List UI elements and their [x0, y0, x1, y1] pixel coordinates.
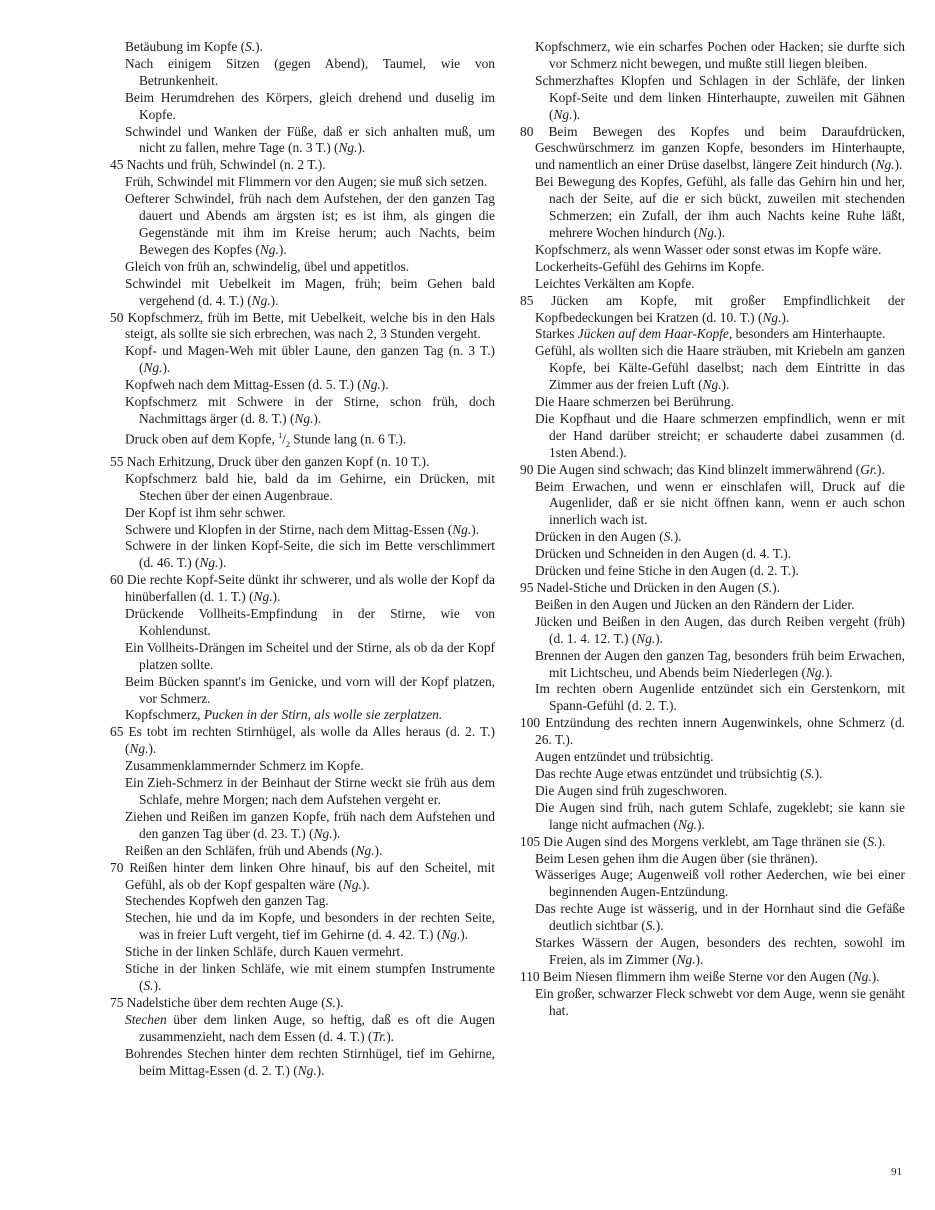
symptom-entry: Beim Herumdrehen des Körpers, gleich drehend und duselig im Kopfe.: [125, 89, 495, 122]
symptom-entry: 60 Die rechte Kopf-Seite dünkt ihr schwerer, und als wolle der Kopf da hinüberfallen (d. 1. T.) (Ng.).: [110, 572, 495, 605]
symptom-entry: Schwere und Klopfen in der Stirne, nach dem Mittag-Essen (Ng.).: [125, 521, 480, 537]
symptom-entry: Das rechte Auge ist wässerig, und in der Hornhaut sind die Gefäße deutlich sichtbar (S.).: [535, 901, 905, 934]
symptom-entry: Bei Bewegung des Kopfes, Gefühl, als falle das Gehirn hin und her, nach der Seite, auf die er sich bückt, zuweilen mit stechenden Schmerzen; ein Zufall, der ihm auch Nachts keine Ruhe läßt, mehrere Wochen hindurch (Ng.).: [535, 174, 905, 240]
symptom-entry: 75 Nadelstiche über dem rechten Auge (S.).: [110, 994, 344, 1010]
symptom-entry: Starkes Jücken auf dem Haar-Kopfe, besonders am Hinterhaupte.: [535, 326, 886, 342]
symptom-entry: Die Kopfhaut und die Haare schmerzen empfindlich, wenn er mit der Hand darüber streicht; er schauderte dabei zusammen (d. 1sten Abend.).: [535, 410, 905, 460]
symptom-entry: 70 Reißen hinter dem linken Ohre hinauf, bis auf den Scheitel, mit Gefühl, als ob der Kopf gespalten wäre (Ng.).: [110, 859, 495, 892]
symptom-entry: Kopfweh nach dem Mittag-Essen (d. 5. T.) (Ng.).: [125, 377, 389, 393]
symptom-entry: Leichtes Verkälten am Kopfe.: [535, 275, 695, 291]
symptom-entry: Beim Bücken spannt's im Genicke, und vorn will der Kopf platzen, vor Schmerz.: [125, 673, 495, 706]
symptom-entry: Nach einigem Sitzen (gegen Abend), Taumel, wie von Betrunkenheit.: [125, 55, 495, 88]
symptom-entry: Drücken und feine Stiche in den Augen (d. 2. T.).: [535, 563, 799, 579]
symptom-entry: Gefühl, als wollten sich die Haare sträuben, mit Kriebeln am ganzen Kopfe, bei Kälte-Gefühl daselbst; nach dem Eintritte in das Zimmer aus der freien Luft (Ng.).: [535, 343, 905, 393]
symptom-entry: 55 Nach Erhitzung, Druck über den ganzen Kopf (n. 10 T.).: [110, 453, 430, 469]
symptom-entry: 45 Nachts und früh, Schwindel (n. 2 T.).: [110, 157, 326, 173]
symptom-entry: Kopfschmerz, Pucken in der Stirn, als wolle sie zerplatzen.: [125, 707, 443, 723]
symptom-entry: Kopfschmerz, wie ein scharfes Pochen oder Hacken; sie durfte sich vor Schmerz nicht bewegen, und mußte still liegen bleiben.: [535, 39, 905, 71]
symptom-entry: Früh, Schwindel mit Flimmern vor den Augen; sie muß sich setzen.: [125, 174, 488, 190]
symptom-entry: Wässeriges Auge; Augenweiß voll rother Aederchen, wie bei einer beginnenden Augen-Entzündung.: [535, 867, 905, 900]
symptom-entry: Kopfschmerz mit Schwere in der Stirne, schon früh, doch Nachmittags ärger (d. 8. T.) (Ng.).: [125, 394, 495, 426]
symptom-entry: Stechen über dem linken Auge, so heftig, daß es oft die Augen zusammenzieht, nach dem Essen (d. 4. T.) (Tr.).: [125, 1011, 495, 1044]
symptom-entry: 50 Kopfschmerz, früh im Bette, mit Uebelkeit, welche bis in den Hals steigt, als sollte sie sich erbrechen, was nach 2, 3 Stunden vergeht.: [110, 309, 495, 342]
symptom-entry: 80 Beim Bewegen des Kopfes und beim Daraufdrücken, Geschwürschmerz im ganzen Kopfe, besonders im Hinterhaupte, und namentlich an einer Drüse daselbst, längere Zeit hindurch (Ng.).: [520, 123, 905, 173]
symptom-entry: Die Augen sind früh zugeschworen.: [535, 782, 728, 798]
symptom-entry: Die Haare schmerzen bei Berührung.: [535, 394, 734, 410]
symptom-entry: Zusammenklammernder Schmerz im Kopfe.: [125, 758, 364, 774]
right-text-column: [520, 39, 905, 1020]
symptom-entry: Beim Erwachen, und wenn er einschlafen will, Druck auf die Augenlider, daß er sie nicht öffnen kann, wenn er auch schon innerlich wach ist.: [535, 478, 905, 528]
symptom-entry: Kopfschmerz, als wenn Wasser oder sonst etwas im Kopfe wäre.: [535, 241, 882, 257]
symptom-entry: Bohrendes Stechen hinter dem rechten Stirnhügel, tief im Gehirne, beim Mittag-Essen (d. 2. T.) (Ng.).: [125, 1045, 495, 1078]
symptom-entry: Drücken und Schneiden in den Augen (d. 4. T.).: [535, 546, 792, 562]
page-number: 91: [891, 1166, 902, 1178]
symptom-entry: Ziehen und Reißen im ganzen Kopfe, früh nach dem Aufstehen und den ganzen Tag über (d. 23. T.) (Ng.).: [125, 808, 495, 841]
symptom-entry: Stiche in der linken Schläfe, durch Kauen vermehrt.: [125, 944, 404, 960]
symptom-entry: Drücken in den Augen (S.).: [535, 529, 682, 545]
symptom-entry: Kopf- und Magen-Weh mit übler Laune, den ganzen Tag (n. 3 T.) (Ng.).: [125, 343, 495, 376]
symptom-entry: Ein großer, schwarzer Fleck schwebt vor dem Auge, wenn sie genäht hat.: [535, 985, 905, 1018]
symptom-entry: Beim Lesen gehen ihm die Augen über (sie thränen).: [535, 850, 818, 866]
symptom-entry: Schwere in der linken Kopf-Seite, die sich im Bette verschlimmert (d. 46. T.) (Ng.).: [125, 538, 495, 571]
symptom-entry: 100 Entzündung des rechten innern Augenwinkels, ohne Schmerz (d. 26. T.).: [520, 715, 905, 748]
symptom-entry: 85 Jücken am Kopfe, mit großer Empfindlichkeit der Kopfbedeckungen bei Kratzen (d. 10. T.) (Ng.).: [520, 292, 905, 325]
symptom-entry: Stiche in der linken Schläfe, wie mit einem stumpfen Instrumente (S.).: [125, 961, 495, 993]
symptom-entry: Schmerzhaftes Klopfen und Schlagen in der Schläfe, der linken Kopf-Seite und dem linken Hinterhaupte, zuweilen mit Gähnen (Ng.).: [535, 72, 905, 122]
symptom-entry: Starkes Wässern der Augen, besonders des rechten, sowohl im Freien, als im Zimmer (Ng.).: [535, 935, 905, 967]
symptom-entry: Augen entzündet und trübsichtig.: [535, 749, 714, 765]
symptom-entry: 65 Es tobt im rechten Stirnhügel, als wolle da Alles heraus (d. 2. T.) (Ng.).: [110, 724, 495, 757]
symptom-entry: 105 Die Augen sind des Morgens verklebt, am Tage thränen sie (S.).: [520, 833, 886, 849]
symptom-entry: Druck oben auf dem Kopfe, $^1/_2$ Stunde lang (n. 6 T.).: [125, 430, 407, 449]
symptom-entry: Stechendes Kopfweh den ganzen Tag.: [125, 893, 329, 909]
symptom-entry: Der Kopf ist ihm sehr schwer.: [125, 504, 286, 520]
symptom-entry: Drückende Vollheits-Empfindung in der Stirne, wie von Kohlendunst.: [125, 606, 495, 638]
symptom-entry: Das rechte Auge etwas entzündet und trübsichtig (S.).: [535, 765, 823, 781]
symptom-entry: Kopfschmerz bald hie, bald da im Gehirne, ein Drücken, mit Stechen über der einen Augenbraue.: [125, 470, 495, 503]
symptom-entry: Oefterer Schwindel, früh nach dem Aufstehen, der den ganzen Tag dauert und Abends am ärgsten ist; es ist ihm, als gingen die Gegenstände mit ihm im Kreise herum; auch Nachts, beim Bewegen des Kopfes (Ng.).: [125, 191, 495, 257]
left-text-column: [110, 39, 495, 1079]
symptom-entry: 95 Nadel-Stiche und Drücken in den Augen (S.).: [520, 580, 780, 595]
symptom-entry: Schwindel und Wanken der Füße, daß er sich anhalten muß, um nicht zu fallen, mehre Tage (n. 3 T.) (Ng.).: [125, 123, 495, 156]
symptom-entry: Ein Zieh-Schmerz in der Beinhaut der Stirne weckt sie früh aus dem Schlafe, mehre Morgen; nach dem Aufstehen vergeht er.: [125, 775, 495, 808]
symptom-entry: 90 Die Augen sind schwach; das Kind blinzelt immerwährend (Gr.).: [520, 461, 885, 477]
symptom-entry: Reißen an den Schläfen, früh und Abends (Ng.).: [125, 842, 383, 858]
symptom-entry: Jücken und Beißen in den Augen, das durch Reiben vergeht (früh) (d. 1. 4. 12. T.) (Ng.).: [535, 613, 905, 646]
symptom-entry: Beißen in den Augen und Jücken an den Rändern der Lider.: [535, 596, 855, 612]
symptom-entry: Stechen, hie und da im Kopfe, und besonders in der rechten Seite, was in freier Luft vergeht, tief im Gehirne (d. 4. 42. T.) (Ng.).: [125, 910, 495, 943]
symptom-entry: Die Augen sind früh, nach gutem Schlafe, zugeklebt; sie kann sie lange nicht aufmachen (Ng.).: [535, 799, 905, 832]
symptom-entry: Lockerheits-Gefühl des Gehirns im Kopfe.: [535, 258, 765, 274]
symptom-entry: Brennen der Augen den ganzen Tag, besonders früh beim Erwachen, mit Lichtscheu, und Abends beim Niederlegen (Ng.).: [535, 647, 905, 680]
symptom-entry: Im rechten obern Augenlide entzündet sich ein Gerstenkorn, mit Spann-Gefühl (d. 2. T.).: [535, 681, 905, 714]
symptom-entry: Ein Vollheits-Drängen im Scheitel und der Stirne, als ob da der Kopf platzen sollte.: [125, 639, 495, 672]
symptom-entry: Betäubung im Kopfe (S.).: [125, 39, 263, 54]
symptom-entry: 110 Beim Niesen flimmern ihm weiße Sterne vor den Augen (Ng.).: [520, 968, 880, 984]
symptom-entry: Gleich von früh an, schwindelig, übel und appetitlos.: [125, 258, 410, 274]
symptom-entry: Schwindel mit Uebelkeit im Magen, früh; beim Gehen bald vergehend (d. 4. T.) (Ng.).: [125, 275, 495, 308]
